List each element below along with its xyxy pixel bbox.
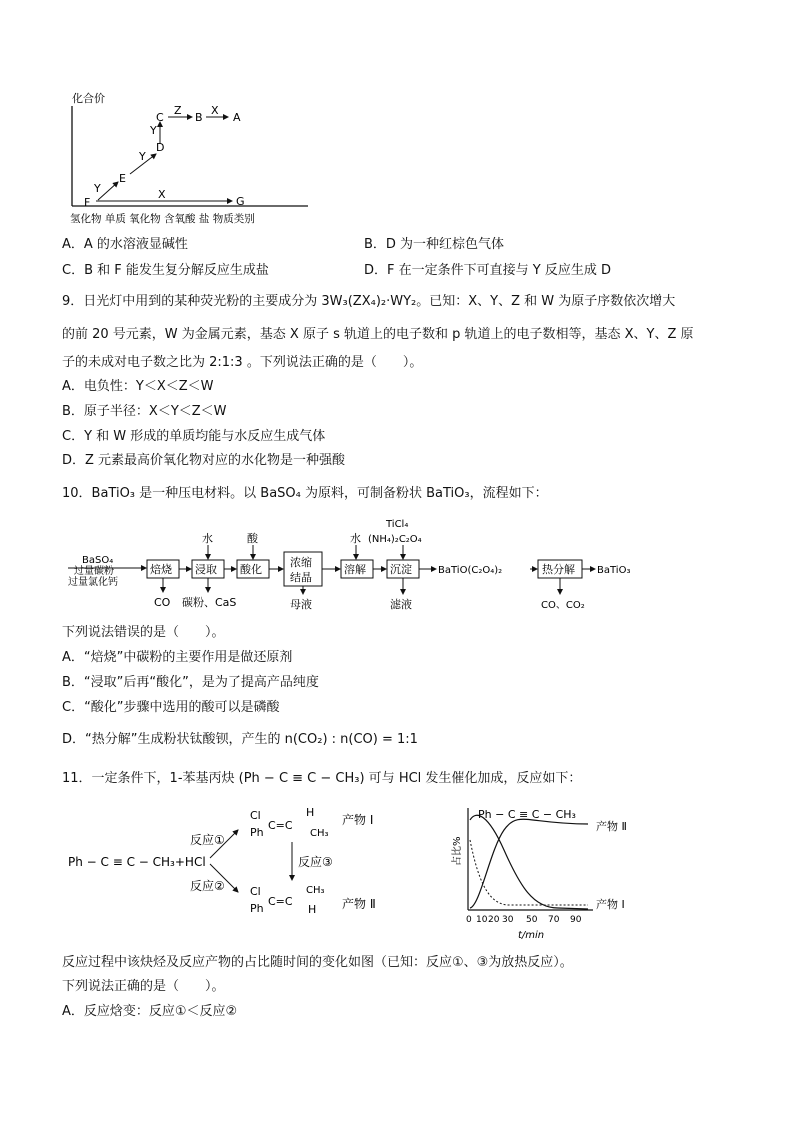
step-roast: 焙烧 <box>150 563 172 576</box>
acid-input: 酸 <box>247 532 258 545</box>
x-tick-50: 50 <box>526 915 538 925</box>
q9-stem-line2: 的前 20 号元素，W 为金属元素，基态 X 原子 s 轨道上的电子数和 p 轨道上的电子数相等，基态 X、Y、Z 原 <box>62 327 694 342</box>
q9-option-a: A．电负性：Y＜X＜Z＜W <box>62 379 214 394</box>
svg-text:H: H <box>306 806 315 819</box>
reagent-oxalate: (NH₄)₂C₂O₄ <box>368 534 422 545</box>
step-acidify: 酸化 <box>240 563 262 576</box>
q8-option-b: B．D 为一种红棕色气体 <box>364 237 505 252</box>
graph-x-label: t/min <box>518 930 545 941</box>
intermediate: BaTiO(C₂O₄)₂ <box>438 565 503 576</box>
water-input-2: 水 <box>350 532 361 545</box>
svg-text:CH₃: CH₃ <box>306 885 325 896</box>
q10-option-b: B．“浸取”后再“酸化”，是为了提高产品纯度 <box>62 675 319 690</box>
q8-option-c: C．B 和 F 能发生复分解反应生成盐 <box>62 263 269 278</box>
point-c: C <box>156 111 164 124</box>
step-dissolve: 溶解 <box>344 563 366 576</box>
q9-stem-line3: 子的未成对电子数之比为 2:1:3 。下列说法正确的是（ ）。 <box>62 355 423 370</box>
step-leach: 浸取 <box>195 563 217 576</box>
reaction-scheme <box>60 800 440 930</box>
output-co: CO <box>154 596 171 609</box>
arrow-label-y: Y <box>94 182 101 195</box>
q11-option-a: A．反应焓变：反应①＜反应② <box>62 1004 238 1019</box>
oxidation-state-diagram <box>60 88 320 228</box>
product-1-label: 产物 Ⅰ <box>342 813 374 827</box>
step-crystallize: 结晶 <box>290 571 312 584</box>
input-baso4: BaSO₄ <box>82 555 114 566</box>
point-e: E <box>119 172 126 185</box>
reaction-1-label: 反应① <box>190 833 225 847</box>
svg-text:CH₃: CH₃ <box>310 828 329 839</box>
x-tick-70: 70 <box>548 915 560 925</box>
q10-option-d: D．“热分解”生成粉状钛酸钡，产生的 n(CO₂) : n(CO) = 1:1 <box>62 732 418 747</box>
arrow-label-x: X <box>211 104 219 117</box>
arrow-label-y: Y <box>150 124 157 137</box>
water-input: 水 <box>202 532 213 545</box>
arrow-label-x: X <box>158 188 166 201</box>
point-b: B <box>195 111 203 124</box>
q9-option-d: D．Z 元素最高价氧化物对应的水化物是一种强酸 <box>62 453 346 468</box>
reagent-ticl4: TiCl₄ <box>386 519 409 530</box>
svg-text:H: H <box>308 903 317 916</box>
curve-label-product-1: 产物 Ⅰ <box>596 898 625 911</box>
svg-text:Cl: Cl <box>250 809 261 822</box>
point-d: D <box>156 141 165 154</box>
x-tick-20: 20 <box>488 915 500 925</box>
q10-stem: 10．BaTiO₃ 是一种压电材料。以 BaSO₄ 为原料，可制备粉状 BaTiO₃，流程如下： <box>62 486 548 501</box>
x-tick-90: 90 <box>570 915 582 925</box>
x-tick-10: 10 <box>476 915 488 925</box>
fraction-time-graph <box>448 800 648 950</box>
q10-option-a: A．“焙烧”中碳粉的主要作用是做还原剂 <box>62 650 293 665</box>
product: BaTiO₃ <box>597 565 631 576</box>
q8-option-d: D．F 在一定条件下可直接与 Y 反应生成 D <box>364 263 611 278</box>
q10-prompt: 下列说法错误的是（ ）。 <box>62 625 225 640</box>
product-2-label: 产物 Ⅱ <box>342 897 376 911</box>
step-concentrate: 浓缩 <box>290 556 312 569</box>
reaction-3-label: 反应③ <box>298 855 333 869</box>
reactant: Ph − C ≡ C − CH₃+HCl <box>68 855 206 869</box>
reaction-2-label: 反应② <box>190 879 225 893</box>
q9-stem-line1: 9．日光灯中用到的某种荧光粉的主要成分为 3W₃(ZX₄)₂·WY₂。已知：X、Y、Z 和 W 为原子序数依次增大 <box>62 294 676 309</box>
q11-prompt: 下列说法正确的是（ ）。 <box>62 979 225 994</box>
output-carbon-cas: 碳粉、CaS <box>182 596 237 609</box>
step-decompose: 热分解 <box>542 563 575 576</box>
svg-text:Ph: Ph <box>250 902 264 915</box>
q10-option-c: C．“酸化”步骤中选用的酸可以是磷酸 <box>62 700 280 715</box>
svg-text:C=C: C=C <box>268 895 293 908</box>
process-flow-diagram <box>60 516 740 616</box>
input-carbon: 过量碳粉 <box>74 566 114 577</box>
q9-option-b: B．原子半径：X＜Y＜Z＜W <box>62 404 227 419</box>
svg-text:Cl: Cl <box>250 885 261 898</box>
point-g: G <box>236 195 245 208</box>
x-axis-label: 氢化物 单质 氧化物 含氧酸 盐 物质类别 <box>70 213 255 225</box>
output-filtrate: 滤液 <box>390 598 412 611</box>
step-precipitate: 沉淀 <box>390 563 412 576</box>
q11-stem: 11．一定条件下，1-苯基丙炔 (Ph − C ≡ C − CH₃) 可与 HCl 发生催化加成，反应如下： <box>62 771 582 786</box>
svg-text:C=C: C=C <box>268 819 293 832</box>
arrow-label-y: Y <box>139 150 146 163</box>
svg-text:Ph: Ph <box>250 826 264 839</box>
input-cacl2: 过量氯化钙 <box>68 577 118 588</box>
curve-label-alkyne: Ph − C ≡ C − CH₃ <box>478 808 576 821</box>
curve-label-product-2: 产物 Ⅱ <box>596 820 627 833</box>
q9-option-c: C．Y 和 W 形成的单质均能与水反应生成气体 <box>62 429 326 444</box>
x-tick-30: 30 <box>502 915 514 925</box>
q8-option-a: A．A 的水溶液显碱性 <box>62 237 188 252</box>
point-a: A <box>233 111 241 124</box>
output-gases: CO、CO₂ <box>541 600 585 611</box>
y-axis-label: 化合价 <box>72 92 105 105</box>
graph-y-label: 占比% <box>452 836 463 866</box>
arrow-label-z: Z <box>174 104 182 117</box>
x-tick-0: 0 <box>466 915 472 925</box>
output-mother-liquor: 母液 <box>290 598 312 611</box>
q11-description: 反应过程中该炔烃及反应产物的占比随时间的变化如图（已知：反应①、③为放热反应）。 <box>62 955 573 970</box>
point-f: F <box>84 196 91 209</box>
